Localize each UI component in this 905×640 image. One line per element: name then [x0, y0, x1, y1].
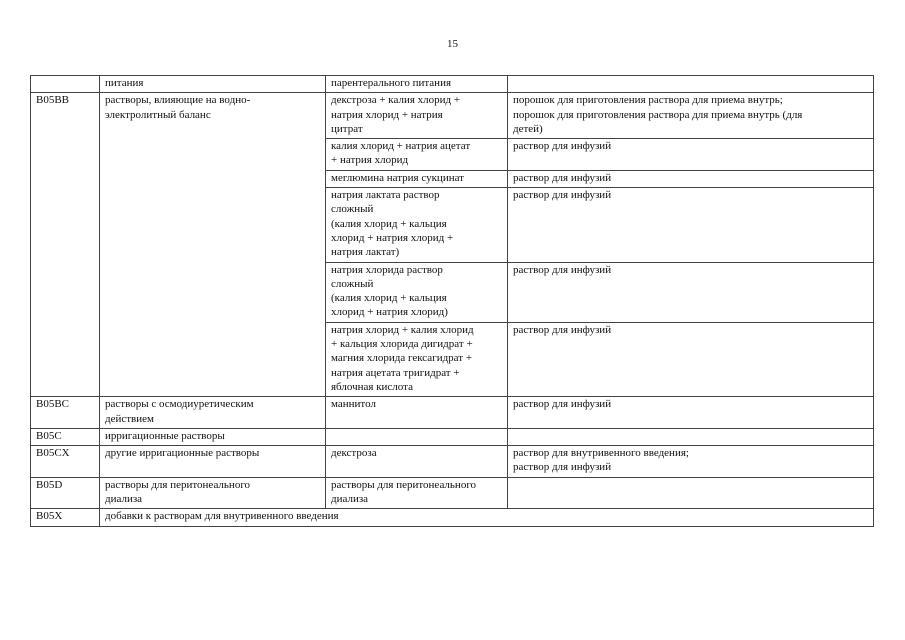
- dosage-form-cell-line: раствор для инфузий: [513, 398, 612, 411]
- dosage-form-cell: [508, 139, 874, 171]
- dosage-form-cell-line: раствор для инфузий: [513, 461, 612, 474]
- dosage-form-cell: [508, 477, 874, 509]
- dosage-form-cell: [508, 188, 874, 262]
- substance-cell-line: натрия лактат): [331, 246, 400, 259]
- substance-cell-line: цитрат: [331, 122, 363, 135]
- drug-table: [30, 75, 874, 527]
- substance-cell: [326, 93, 508, 139]
- table-row: [31, 76, 874, 93]
- substance-cell-line: натрия ацетата тригидрат +: [331, 366, 460, 379]
- substance-cell-line: сложный: [331, 277, 374, 290]
- dosage-form-cell-line: раствор для инфузий: [513, 140, 612, 153]
- group-name-cell-line: растворы, влияющие на водно-: [105, 94, 251, 107]
- table-row: [31, 397, 874, 429]
- substance-cell-line: натрия хлорид + калия хлорид: [331, 323, 474, 336]
- substance-cell-line: меглюмина натрия сукцинат: [331, 171, 464, 184]
- substance-cell-line: натрия лактата раствор: [331, 189, 440, 202]
- group-name-cell: [100, 93, 326, 397]
- table-row: [31, 509, 874, 526]
- group-name-cell-line: действием: [105, 412, 154, 425]
- substance-cell-line: яблочная кислота: [331, 380, 413, 393]
- group-name-cell-line: диализа: [105, 493, 143, 506]
- substance-cell-line: диализа: [331, 493, 369, 506]
- dosage-form-cell: [508, 446, 874, 478]
- dosage-form-cell-line: раствор для инфузий: [513, 171, 612, 184]
- group-name-cell-line: ирригационные растворы: [105, 429, 225, 442]
- substance-cell-line: + кальция хлорида дигидрат +: [331, 338, 473, 351]
- atc-code-cell: B05X: [31, 509, 100, 526]
- substance-cell: парентерального питания: [326, 76, 508, 93]
- group-name-cell-line: растворы для перитонеального: [105, 478, 251, 491]
- group-name-cell: питания: [100, 76, 326, 93]
- substance-cell-line: калия хлорид + натрия ацетат: [331, 140, 471, 153]
- substance-cell-line: натрия хлорид + натрия: [331, 108, 443, 121]
- substance-cell: [326, 139, 508, 171]
- dosage-form-cell-line: раствор для внутривенного введения;: [513, 447, 689, 460]
- dosage-form-cell-line: порошок для приготовления раствора для приема внутрь;: [513, 94, 783, 107]
- substance-cell: [326, 262, 508, 322]
- dosage-form-cell: [508, 262, 874, 322]
- atc-code-cell: B05C: [31, 428, 100, 445]
- atc-code-cell: B05BC: [31, 397, 100, 429]
- substance-cell-line: сложный: [331, 203, 374, 216]
- page-number: 15: [447, 38, 458, 50]
- substance-cell: [326, 446, 508, 478]
- dosage-form-cell-line: раствор для инфузий: [513, 263, 612, 276]
- substance-cell-line: натрия хлорида раствор: [331, 263, 443, 276]
- substance-cell-line: хлорид + натрия хлорид +: [331, 231, 454, 244]
- dosage-form-cell: [508, 93, 874, 139]
- table-row: [31, 446, 874, 478]
- atc-code-cell: B05BB: [31, 93, 100, 397]
- dosage-form-cell-line: детей): [513, 122, 543, 135]
- substance-cell-line: хлорид + натрия хлорид): [331, 306, 448, 319]
- substance-cell: [326, 397, 508, 429]
- group-name-cell: [100, 428, 326, 445]
- dosage-form-cell-line: раствор для инфузий: [513, 323, 612, 336]
- group-name-cell: [100, 446, 326, 478]
- substance-cell: [326, 188, 508, 262]
- group-name-cell: добавки к растворам для внутривенного введения: [100, 509, 874, 526]
- substance-cell-line: растворы для перитонеального: [331, 478, 477, 491]
- substance-cell-line: (калия хлорид + кальция: [331, 217, 447, 230]
- substance-cell: [326, 428, 508, 445]
- substance-cell-line: магния хлорида гексагидрат +: [331, 352, 473, 365]
- dosage-form-cell-line: раствор для инфузий: [513, 189, 612, 202]
- table-row: [31, 428, 874, 445]
- group-name-cell-line: другие ирригационные растворы: [105, 447, 260, 460]
- substance-cell: [326, 170, 508, 187]
- group-name-cell-line: растворы с осмодиуретическим: [105, 398, 254, 411]
- dosage-form-cell: [508, 170, 874, 187]
- substance-cell-line: декстроза: [331, 447, 377, 460]
- atc-code-cell: [31, 76, 100, 93]
- table-row: [31, 93, 874, 139]
- table-row: [31, 477, 874, 509]
- substance-cell-line: (калия хлорид + кальция: [331, 292, 447, 305]
- group-name-cell: [100, 477, 326, 509]
- atc-code-cell: B05CX: [31, 446, 100, 478]
- dosage-form-cell: [508, 428, 874, 445]
- dosage-form-cell: [508, 397, 874, 429]
- substance-cell-line: декстроза + калия хлорид +: [331, 94, 461, 107]
- group-name-cell-line: электролитный баланс: [105, 108, 211, 121]
- substance-cell-line: маннитол: [331, 398, 376, 411]
- dosage-form-cell: [508, 322, 874, 396]
- substance-cell: [326, 322, 508, 396]
- atc-code-cell: B05D: [31, 477, 100, 509]
- substance-cell-line: + натрия хлорид: [331, 154, 409, 167]
- dosage-form-cell-line: порошок для приготовления раствора для приема внутрь (для: [513, 108, 803, 121]
- dosage-form-cell: [508, 76, 874, 93]
- group-name-cell: [100, 397, 326, 429]
- substance-cell: [326, 477, 508, 509]
